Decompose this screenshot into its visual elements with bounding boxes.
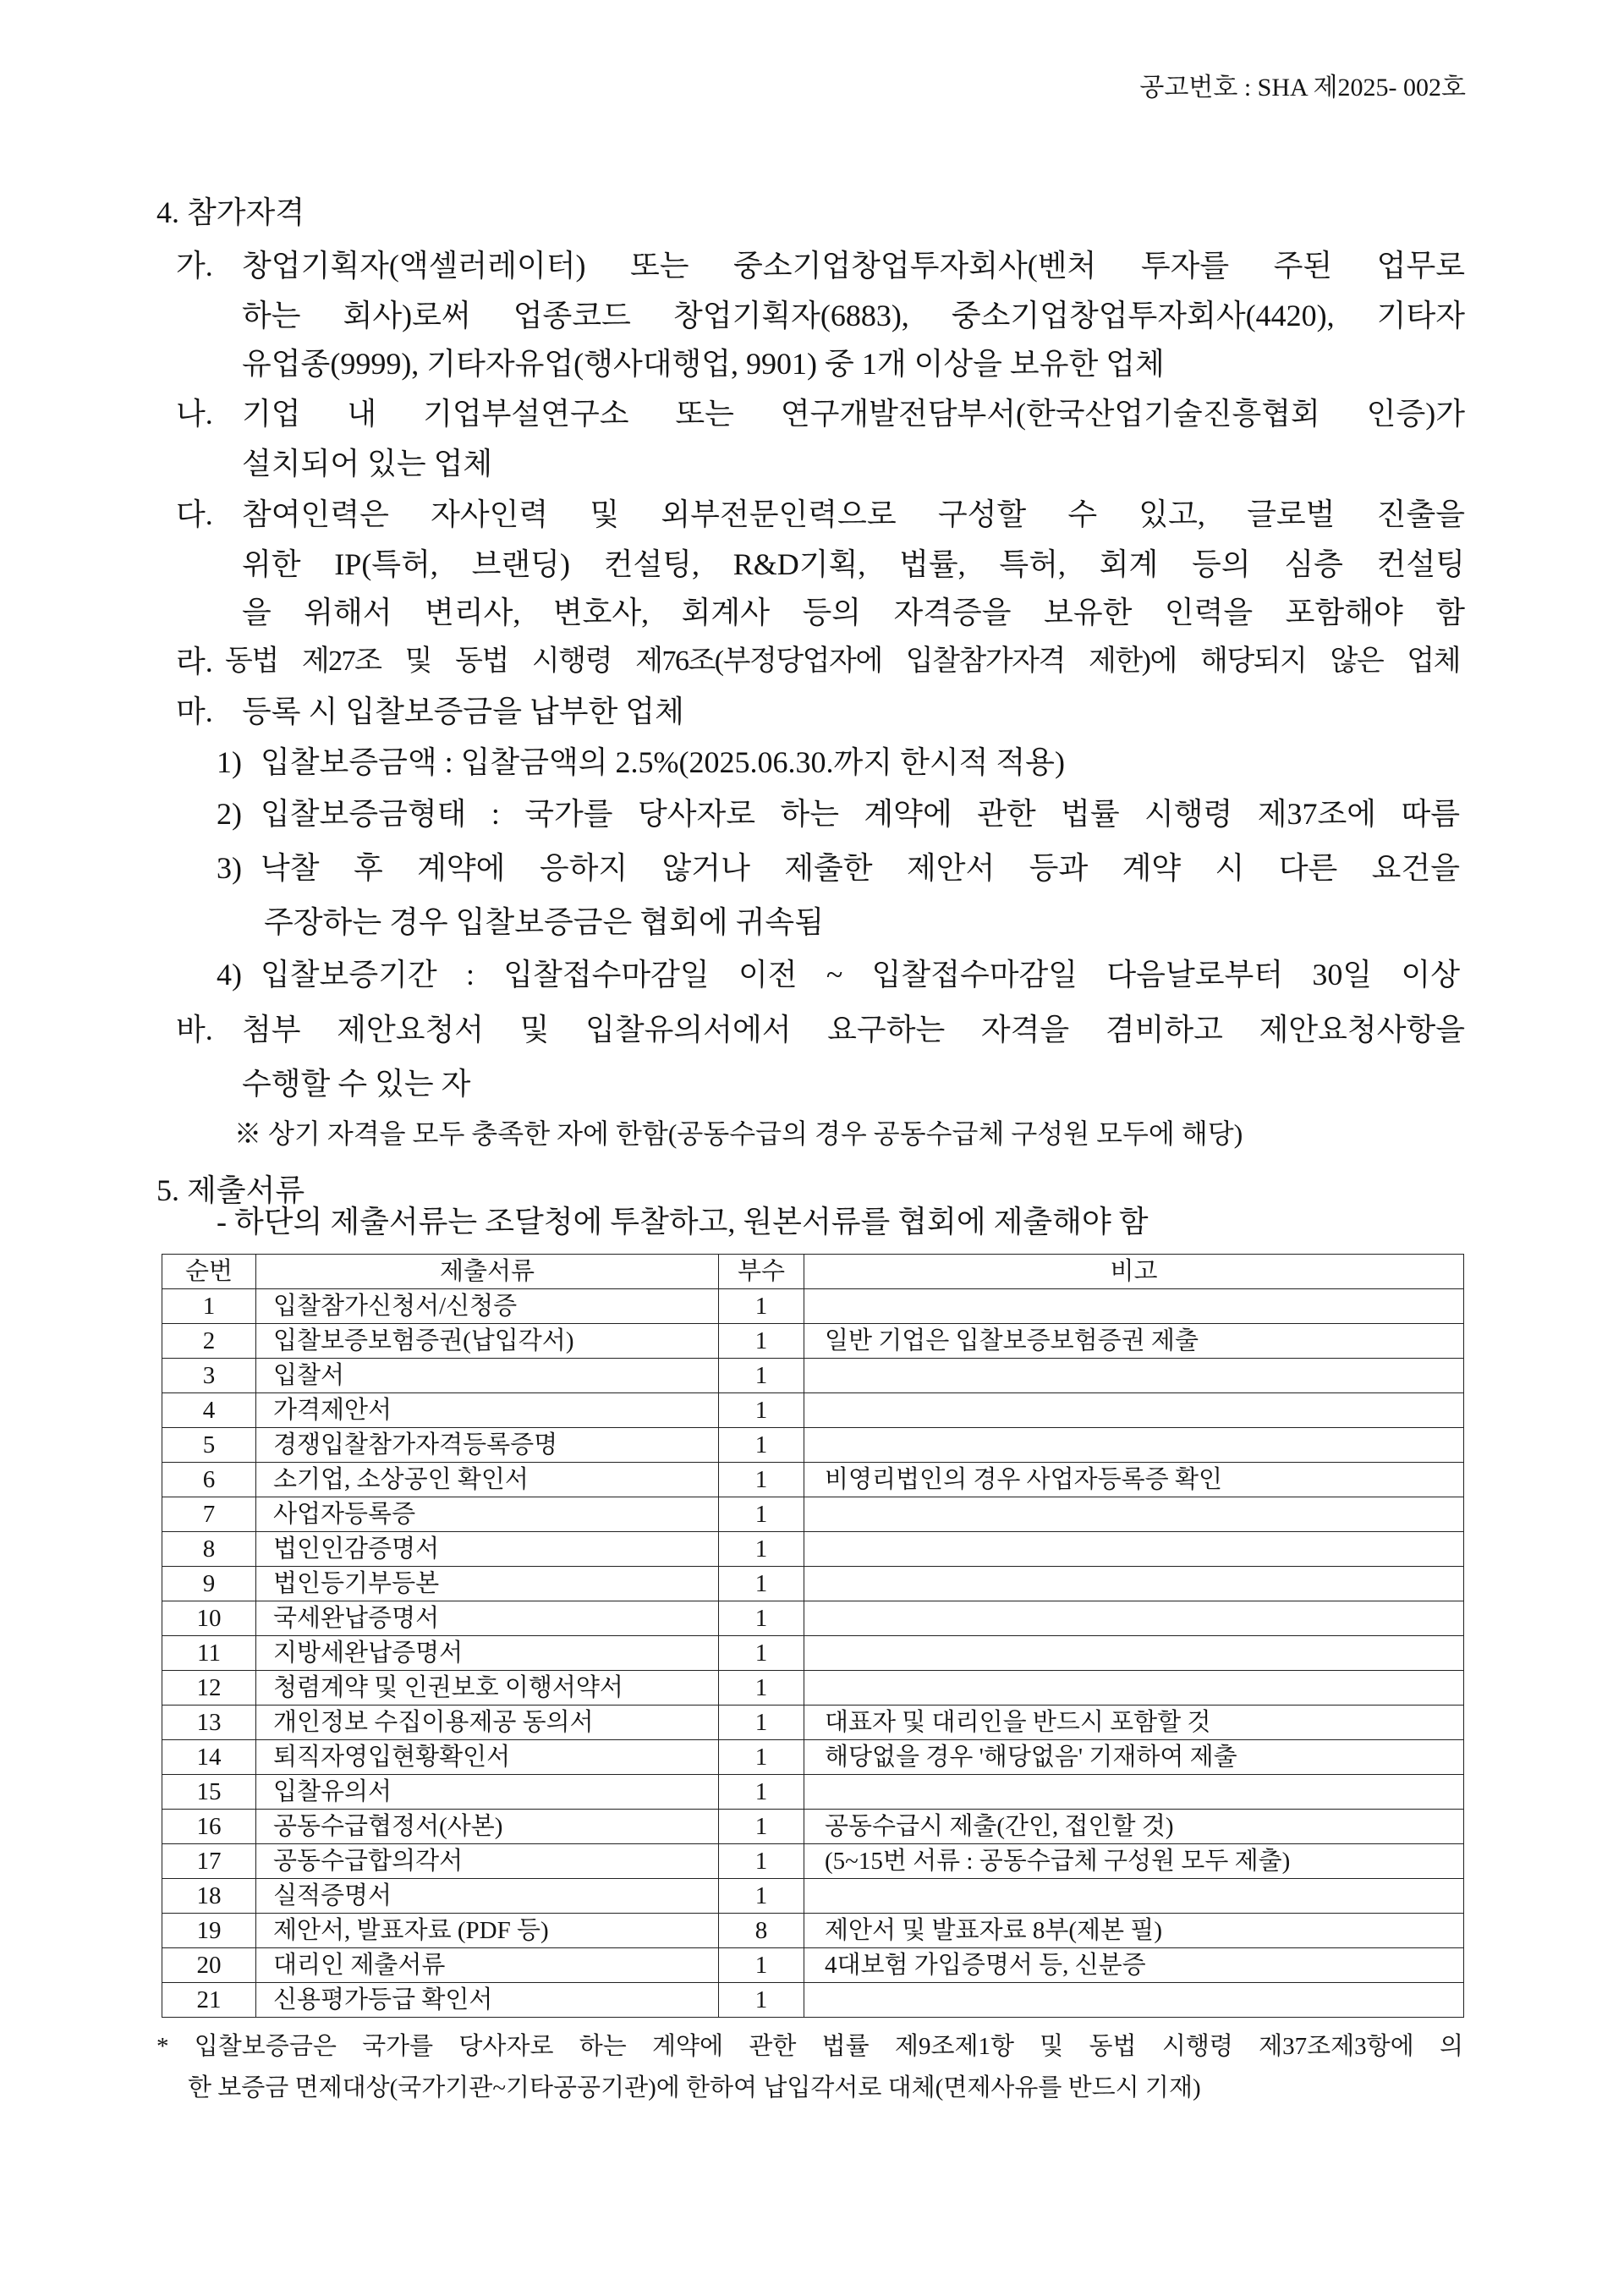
footnote-line-1: * 입찰보증금은 국가를 당사자로 하는 계약에 관한 법률 제9조제1항 및 동법 시행령 제37조제3항에 의: [156, 2033, 1463, 2060]
row-copies: 1: [719, 1740, 804, 1775]
row-no: 1: [162, 1289, 256, 1324]
row-document: 국세완납증명서: [256, 1601, 719, 1636]
row-no: 9: [162, 1567, 256, 1601]
table-row: [162, 1636, 1464, 1671]
row-copies: 1: [719, 1567, 804, 1601]
row-remark: 제안서 및 발표자료 8부(제본 필): [804, 1914, 1464, 1948]
table-row: [162, 1359, 1464, 1393]
table-row: [162, 1567, 1464, 1601]
row-document: 경쟁입찰참가자격등록증명: [256, 1428, 719, 1463]
table-row: [162, 1324, 1464, 1359]
item-ba-line-1: 첨부 제안요청서 및 입찰유의서에서 요구하는 자격을 겸비하고 제안요청사항을: [242, 1013, 1465, 1046]
row-document: 법인인감증명서: [256, 1532, 719, 1567]
header-document: 제출서류: [256, 1255, 719, 1289]
row-document: 가격제안서: [256, 1393, 719, 1428]
row-no: 3: [162, 1359, 256, 1393]
row-document: 입찰유의서: [256, 1775, 719, 1810]
subitem-1-line-1: 입찰보증금액 : 입찰금액의 2.5%(2025.06.30.까지 한시적 적용): [261, 745, 1065, 779]
row-remark: [804, 1359, 1464, 1393]
row-remark: [804, 1601, 1464, 1636]
subitem-3-line-1: 낙찰 후 계약에 응하지 않거나 제출한 제안서 등과 계약 시 다른 요건을: [261, 851, 1460, 885]
header-no: 순번: [162, 1255, 256, 1289]
row-no: 14: [162, 1740, 256, 1775]
row-no: 15: [162, 1775, 256, 1810]
item-da-line-1: 참여인력은 자사인력 및 외부전문인력으로 구성할 수 있고, 글로벌 진출을: [242, 497, 1465, 531]
subitem-3-marker: 3): [217, 851, 242, 885]
row-document: 입찰서: [256, 1359, 719, 1393]
item-ga-marker: 가.: [176, 249, 213, 283]
row-copies: 1: [719, 1497, 804, 1532]
row-remark: 일반 기업은 입찰보증보험증권 제출: [804, 1324, 1464, 1359]
row-copies: 1: [719, 1671, 804, 1706]
row-remark: [804, 1671, 1464, 1706]
row-no: 10: [162, 1601, 256, 1636]
item-ga-line-2: 하는 회사)로써 업종코드 창업기획자(6883), 중소기업창업투자회사(4420), 기타자: [242, 299, 1465, 332]
table-row: [162, 1428, 1464, 1463]
table-row: [162, 1532, 1464, 1567]
row-document: 공동수급합의각서: [256, 1844, 719, 1879]
row-document: 대리인 제출서류: [256, 1948, 719, 1983]
row-document: 입찰보증보험증권(납입각서): [256, 1324, 719, 1359]
subitem-2-line-1: 입찰보증금형태 : 국가를 당사자로 하는 계약에 관한 법률 시행령 제37조에 따름: [261, 797, 1460, 831]
row-no: 7: [162, 1497, 256, 1532]
table-row: [162, 1740, 1464, 1775]
header-remarks: 비고: [804, 1255, 1464, 1289]
row-copies: 1: [719, 1810, 804, 1844]
table-row: [162, 1601, 1464, 1636]
row-document: 퇴직자영입현황확인서: [256, 1740, 719, 1775]
row-remark: [804, 1428, 1464, 1463]
item-da-line-3: 을 위해서 변리사, 변호사, 회계사 등의 자격증을 보유한 인력을 포함해야 함: [242, 596, 1465, 629]
row-copies: 1: [719, 1393, 804, 1428]
row-remark: 대표자 및 대리인을 반드시 포함할 것: [804, 1706, 1464, 1740]
row-document: 지방세완납증명서: [256, 1636, 719, 1671]
row-copies: 1: [719, 1532, 804, 1567]
row-remark: [804, 1532, 1464, 1567]
row-document: 신용평가등급 확인서: [256, 1983, 719, 2018]
row-copies: 1: [719, 1601, 804, 1636]
table-row: [162, 1948, 1464, 1983]
item-ma-marker: 마.: [176, 695, 213, 728]
row-copies: 1: [719, 1948, 804, 1983]
table-row: [162, 1810, 1464, 1844]
subitem-4-marker: 4): [217, 958, 242, 991]
item-na-line-1: 기업 내 기업부설연구소 또는 연구개발전담부서(한국산업기술진흥협회 인증)가: [242, 397, 1465, 431]
table-row: [162, 1497, 1464, 1532]
subitem-1-marker: 1): [217, 745, 242, 779]
item-ra-line-1: 동법 제27조 및 동법 시행령 제76조(부정당업자에 입찰참가자격 제한)에 해당되지 않은 업체: [225, 645, 1460, 677]
row-copies: 1: [719, 1636, 804, 1671]
row-no: 2: [162, 1324, 256, 1359]
row-remark: [804, 1497, 1464, 1532]
row-no: 5: [162, 1428, 256, 1463]
row-remark: [804, 1983, 1464, 2018]
row-no: 12: [162, 1671, 256, 1706]
row-copies: 1: [719, 1706, 804, 1740]
subitem-2-marker: 2): [217, 797, 242, 831]
section-5-instruction: - 하단의 제출서류는 조달청에 투찰하고, 원본서류를 협회에 제출해야 함: [217, 1205, 1149, 1239]
row-no: 16: [162, 1810, 256, 1844]
row-remark: 공동수급시 제출(간인, 접인할 것): [804, 1810, 1464, 1844]
row-document: 사업자등록증: [256, 1497, 719, 1532]
table-row: [162, 1671, 1464, 1706]
row-copies: 1: [719, 1359, 804, 1393]
subitem-4-line-1: 입찰보증기간 : 입찰접수마감일 이전 ~ 입찰접수마감일 다음날로부터 30일 이상: [261, 958, 1460, 991]
table-row: [162, 1393, 1464, 1428]
row-document: 소기업, 소상공인 확인서: [256, 1463, 719, 1497]
row-document: 제안서, 발표자료 (PDF 등): [256, 1914, 719, 1948]
row-no: 8: [162, 1532, 256, 1567]
row-copies: 1: [719, 1879, 804, 1914]
row-document: 개인정보 수집이용제공 동의서: [256, 1706, 719, 1740]
table-header-row: [162, 1255, 1464, 1289]
table-row: [162, 1775, 1464, 1810]
row-no: 4: [162, 1393, 256, 1428]
item-da-line-2: 위한 IP(특허, 브랜딩) 컨설팅, R&D기획, 법률, 특허, 회계 등의 심층 컨설팅: [242, 547, 1465, 581]
section-4-title: 4. 참가자격: [156, 195, 305, 229]
row-remark: [804, 1567, 1464, 1601]
row-remark: (5~15번 서류 : 공동수급체 구성원 모두 제출): [804, 1844, 1464, 1879]
row-remark: 4대보험 가입증명서 등, 신분증: [804, 1948, 1464, 1983]
item-ga-line-1: 창업기획자(액셀러레이터) 또는 중소기업창업투자회사(벤처 투자를 주된 업무로: [242, 249, 1465, 283]
row-document: 법인등기부등본: [256, 1567, 719, 1601]
notice-number: 공고번호 : SHA 제2025- 002호: [1139, 74, 1466, 102]
table-row: [162, 1879, 1464, 1914]
footnote-line-2: 한 보증금 면제대상(국가기관~기타공공기관)에 한하여 납입각서로 대체(면제사유를 반드시 기재): [188, 2074, 1201, 2101]
row-no: 19: [162, 1914, 256, 1948]
qualification-note: ※ 상기 자격을 모두 충족한 자에 한함(공동수급의 경우 공동수급체 구성원 모두에 해당): [234, 1118, 1243, 1149]
row-remark: [804, 1879, 1464, 1914]
row-no: 6: [162, 1463, 256, 1497]
row-no: 11: [162, 1636, 256, 1671]
item-na-line-2: 설치되어 있는 업체: [242, 447, 493, 481]
row-remark: [804, 1289, 1464, 1324]
header-copies: 부수: [719, 1255, 804, 1289]
row-copies: 8: [719, 1914, 804, 1948]
item-ma-line-1: 등록 시 입찰보증금을 납부한 업체: [242, 695, 684, 728]
row-copies: 1: [719, 1775, 804, 1810]
row-no: 13: [162, 1706, 256, 1740]
table-row: [162, 1983, 1464, 2018]
subitem-3-line-2: 주장하는 경우 입찰보증금은 협회에 귀속됨: [264, 905, 824, 939]
item-ba-marker: 바.: [176, 1013, 213, 1046]
row-document: 청렴계약 및 인권보호 이행서약서: [256, 1671, 719, 1706]
row-document: 입찰참가신청서/신청증: [256, 1289, 719, 1324]
row-remark: 해당없을 경우 '해당없음' 기재하여 제출: [804, 1740, 1464, 1775]
item-da-marker: 다.: [176, 497, 213, 531]
item-ga-line-3: 유업종(9999), 기타자유업(행사대행업, 9901) 중 1개 이상을 보유한 업체: [242, 347, 1165, 381]
section-5-title: 5. 제출서류: [156, 1173, 305, 1207]
row-remark: 비영리법인의 경우 사업자등록증 확인: [804, 1463, 1464, 1497]
row-copies: 1: [719, 1463, 804, 1497]
table-row: [162, 1706, 1464, 1740]
row-copies: 1: [719, 1983, 804, 2018]
row-copies: 1: [719, 1428, 804, 1463]
row-copies: 1: [719, 1289, 804, 1324]
documents-table: [162, 1254, 1464, 2018]
row-document: 공동수급협정서(사본): [256, 1810, 719, 1844]
row-no: 21: [162, 1983, 256, 2018]
row-remark: [804, 1775, 1464, 1810]
row-no: 20: [162, 1948, 256, 1983]
row-no: 18: [162, 1879, 256, 1914]
table-row: [162, 1844, 1464, 1879]
row-document: 실적증명서: [256, 1879, 719, 1914]
row-remark: [804, 1393, 1464, 1428]
item-na-marker: 나.: [176, 397, 213, 431]
item-ba-line-2: 수행할 수 있는 자: [242, 1067, 471, 1101]
row-copies: 1: [719, 1324, 804, 1359]
item-ra-marker: 라.: [176, 645, 213, 678]
table-row: [162, 1289, 1464, 1324]
row-remark: [804, 1636, 1464, 1671]
row-copies: 1: [719, 1844, 804, 1879]
row-no: 17: [162, 1844, 256, 1879]
table-row: [162, 1914, 1464, 1948]
table-row: [162, 1463, 1464, 1497]
